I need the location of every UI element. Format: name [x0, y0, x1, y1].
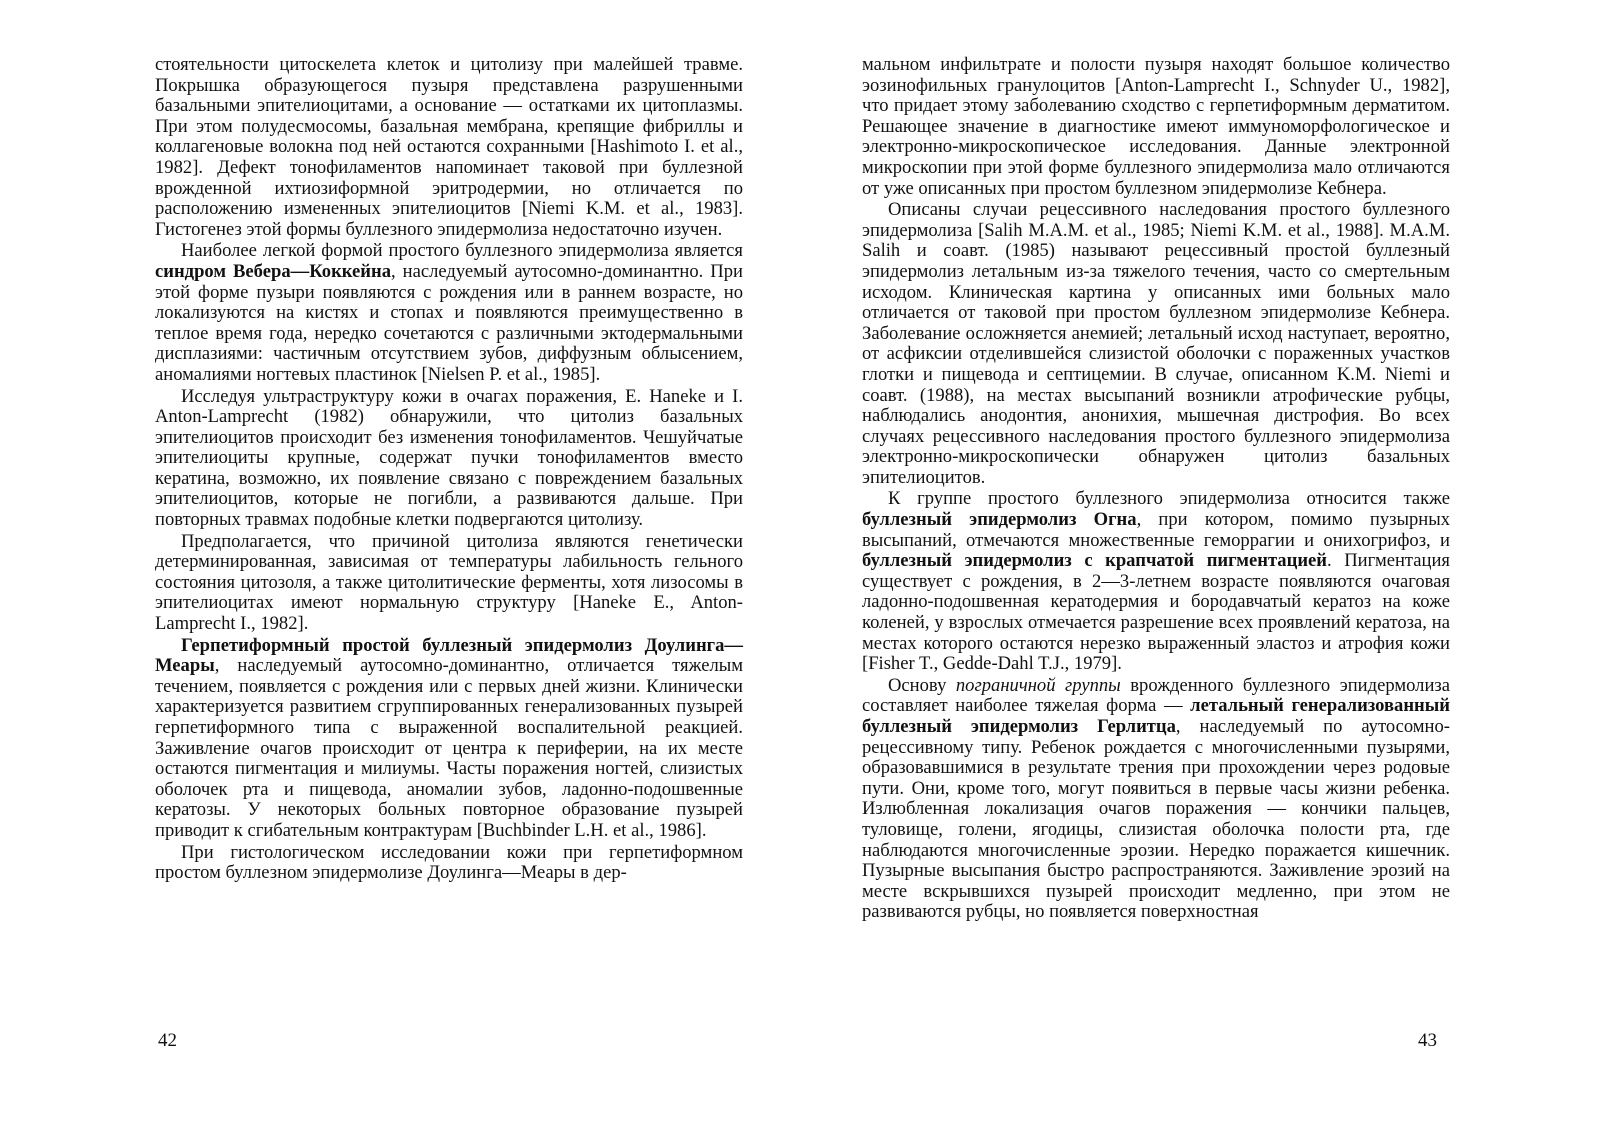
paragraph: [862, 55, 1450, 199]
paragraph: [155, 55, 743, 240]
text-run: Основу: [888, 674, 956, 696]
text-run: К группе простого буллезного эпидермолиза относится также: [888, 488, 1450, 510]
bold-term: синдром Вебера—Коккейна: [155, 260, 392, 282]
text-run: Наиболее легкой формой простого буллезного эпидермолиза является: [181, 240, 743, 262]
paragraph: [155, 843, 743, 884]
right-page-number: 43: [1418, 1030, 1437, 1051]
text-run: , наследуемый по аутосомно-рецессивному типу. Ребенок рождается с многочисленными пузырями, образовавшимися в результате трения при прохождении через родовые пути. Они, кроме того, могут появиться в первые часы жизни ребенка. Излюбленная локализация очагов поражения — кончики пальцев, туловище, голени, ягодицы, слизистая оболочка полости рта, где наблюдаются многочисленные эрозии. Нередко поражается кишечник. Пузырные высыпания быстро распространяются. Заживление эрозий на месте вскрывшихся пузырей происходит медленно, при этом не развиваются рубцы, но появляется поверхностная: [862, 716, 1450, 923]
right-page: [862, 55, 1450, 923]
paragraph: [155, 387, 743, 531]
italic-term: пограничной группы: [955, 674, 1121, 696]
paragraph: [155, 241, 743, 385]
bold-term: буллезный эпидермолиз Огна: [862, 509, 1137, 531]
bold-term: летальный генерализованный буллезный эпидермолиз Герлитца: [862, 695, 1450, 737]
paragraph: [862, 676, 1450, 923]
paragraph: [862, 489, 1450, 674]
text-run: , наследуемый аутосомно-доминантно, отличается тяжелым течением, появляется с рождения или с первых дней жизни. Клинически характеризуется развитием сгруппированных генерализованных пузырей герпетиформного типа с выраженной воспалительной реакцией. Заживление очагов происходит от центра к периферии, на их месте остаются пигментация и милиумы. Часты поражения ногтей, слизистых оболочек рта и пищевода, аномалии зубов, ладонно-подошвенные кератозы. У некоторых больных повторное образование пузырей приводит к сгибательным контрактурам [Buchbinder L.H. et al., 1986].: [155, 655, 743, 841]
left-page-number: 42: [158, 1030, 177, 1051]
text-run: Исследуя ультраструктуру кожи в очагах поражения, E. Haneke и I. Anton-Lamprecht (1982) обнаружили, что цитолиз базальных эпителиоцитов происходит без изменения тонофиламентов. Чешуйчатые эпителиоциты крупные, содержат пучки тонофиламентов вместо кератина, возможно, их появление связано с повреждением базальных эпителиоцитов, которые не погибли, а развиваются дальше. При повторных травмах подобные клетки подвергаются цитолизу.: [155, 385, 743, 531]
text-run: врожденного буллезного эпидермолиза составляет наиболее тяжелая форма —: [862, 674, 1450, 717]
text-run: мальном инфильтрате и полости пузыря находят большое количество эозинофильных гранулоцитов [Anton-Lamprecht I., Schnyder U., 1982], что придает этому заболеванию сходство с герпетиформным дерматитом. Решающее значение в диагностике имеют иммуноморфологическое и электронно-микроскопическое исследования. Данные электронной микроскопии при этой форме буллезного эпидермолиза мало отличаются от уже описанных при простом буллезном эпидермолизе Кебнера.: [862, 54, 1450, 199]
text-run: Предполагается, что причиной цитолиза являются генетически детерминированная, зависимая от температуры лабильность гельного состояния цитозоля, а также цитолитические ферменты, хотя лизосомы в эпителиоцитах имеют нормальную структуру [Haneke E., Anton-Lamprecht I., 1982].: [155, 530, 743, 635]
paragraph: [155, 532, 743, 635]
text-run: , при котором, помимо пузырных высыпаний, отмечаются множественные геморрагии и онихогрифоз, и: [862, 509, 1450, 551]
left-page: [155, 55, 743, 884]
paragraph: [155, 636, 743, 842]
text-run: стоятельности цитоскелета клеток и цитолизу при малейшей травме. Покрышка образующегося пузыря представлена разрушенными базальными эпителиоцитами, а основание — остатками их цитоплазмы. При этом полудесмосомы, базальная мембрана, крепящие фибриллы и коллагеновые волокна под ней остаются сохранными [Hashimoto I. et al., 1982]. Дефект тонофиламентов напоминает таковой при буллезной врожденной ихтиозиформной эритродермии, но отличается по расположению измененных эпителиоцитов [Niemi K.M. et al., 1983]. Гистогенез этой формы буллезного эпидермолиза недостаточно изучен.: [155, 54, 743, 240]
bold-term: Герпетиформный простой буллезный эпидермолиз Доулинга—Меары: [155, 634, 743, 677]
text-run: . Пигментация существует с рождения, в 2—3-летнем возрасте появляются очаговая ладонно-подошвенная кератодермия и бородавчатый кератоз на коже коленей, у взрослых отмечается разрешение всех проявлений кератоза, на местах которого остаются нерезко выраженный эластоз и атрофия кожи [Fisher T., Gedde-Dahl T.J., 1979].: [862, 550, 1450, 675]
bold-term: буллезный эпидермолиз с крапчатой пигментацией: [862, 550, 1327, 572]
paragraph: [862, 200, 1450, 488]
text-run: Описаны случаи рецессивного наследования простого буллезного эпидермолиза [Salih M.A.M. et al., 1985; Niemi K.M. et al., 1988]. M.A.M. Salih и соавт. (1985) называют рецессивный простой буллезный эпидермолиз летальным из-за тяжелого течения, часто со смертельным исходом. Клиническая картина у описанных ими больных мало отличается от таковой при простом буллезном эпидермолизе Кебнера. Заболевание осложняется анемией; летальный исход наступает, вероятно, от асфиксии отделившейся слизистой оболочки с пораженных участков глотки и пищевода и септицемии. В случае, описанном K.M. Niemi и соавт. (1988), на местах высыпаний возникли атрофические рубцы, наблюдались анодонтия, анонихия, мышечная дистрофия. Во всех случаях рецессивного наследования простого буллезного эпидермолиза электронно-микроскопически обнаружен цитолиз базальных эпителиоцитов.: [862, 199, 1450, 488]
text-run: , наследуемый аутосомно-доминантно. При этой форме пузыри появляются с рождения или в раннем возрасте, но локализуются на кистях и стопах и появляются преимущественно в теплое время года, нередко сочетаются с различными эктодермальными дисплазиями: частичным отсутствием зубов, диффузным облысением, аномалиями ногтевых пластинок [Nielsen P. et al., 1985].: [155, 260, 743, 385]
text-run: При гистологическом исследовании кожи при герпетиформном простом буллезном эпидермолизе Доулинга—Меары в дер-: [155, 841, 743, 884]
